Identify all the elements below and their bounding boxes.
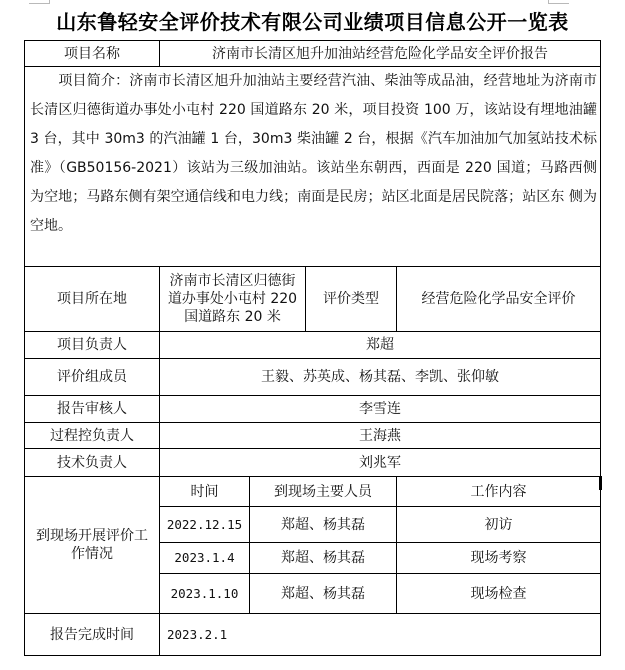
report-reviewer-label: 报告审核人	[24, 395, 160, 423]
site-work-header-date: 时间	[159, 476, 250, 507]
project-leader-value: 郑超	[159, 331, 601, 359]
site-work-header-content: 工作内容	[396, 476, 601, 507]
report-reviewer-value: 李雪连	[159, 395, 601, 423]
eval-type-label: 评价类型	[305, 266, 397, 332]
team-members-value: 王毅、苏英成、杨其磊、李凯、张仰敏	[159, 358, 601, 396]
site-work-row-2-date: 2023.1.4	[159, 542, 250, 574]
project-name-label: 项目名称	[24, 40, 160, 67]
site-work-row-1-date: 2022.12.15	[159, 506, 250, 543]
eval-type-value: 经营危险化学品安全评价	[396, 266, 601, 332]
project-name-value: 济南市长清区旭升加油站经营危险化学品安全评价报告	[159, 40, 601, 67]
tech-leader-label: 技术负责人	[24, 448, 160, 477]
document-title: 山东鲁轻安全评价技术有限公司业绩项目信息公开一览表	[56, 10, 569, 34]
process-control-value: 王海燕	[159, 422, 601, 449]
site-work-row-2-staff: 郑超、杨其磊	[249, 542, 397, 574]
completion-label: 报告完成时间	[24, 613, 160, 656]
page-corner-mark-right	[548, 0, 569, 4]
team-members-label: 评价组成员	[24, 358, 160, 396]
site-work-row-1-content: 初访	[396, 506, 601, 543]
completion-value: 2023.2.1	[159, 613, 601, 656]
site-work-header-staff: 到现场主要人员	[249, 476, 397, 507]
site-work-row-3-content: 现场检查	[396, 573, 601, 614]
site-work-row-3-staff: 郑超、杨其磊	[249, 573, 397, 614]
location-value: 济南市长清区归德街道办事处小屯村 220 国道路东 20 米	[159, 266, 306, 332]
site-work-row-2-content: 现场考察	[396, 542, 601, 574]
location-label: 项目所在地	[24, 266, 160, 332]
process-control-label: 过程控负责人	[24, 422, 160, 449]
site-work-row-3-date: 2023.1.10	[159, 573, 250, 614]
page-corner-mark-left	[29, 0, 50, 4]
tech-leader-value: 刘兆军	[159, 448, 601, 477]
site-work-label: 到现场开展评价工作情况	[24, 476, 160, 614]
project-leader-label: 项目负责人	[24, 331, 160, 359]
table-edge-marker	[599, 476, 602, 490]
project-intro: 项目简介：济南市长清区旭升加油站主要经营汽油、柴油等成品油，经营地址为济南市长清区归德街道办事处小屯村 220 国道路东 20 米，项目投资 100 万，该站设有埋地油罐 3 台，其中 30m3 的汽油罐 1 台，30m3 柴油罐 2 台，根据《汽车加油加气加氢站技术标准》（GB50156-2021）该站为三级加油站。该站坐东朝西，西面是 220 国道；马路西侧为空地；马路东侧有架空通信线和电力线；南面是民房；站区北面是居民院落；站区东 侧为空地。	[24, 66, 601, 267]
site-work-row-1-staff: 郑超、杨其磊	[249, 506, 397, 543]
